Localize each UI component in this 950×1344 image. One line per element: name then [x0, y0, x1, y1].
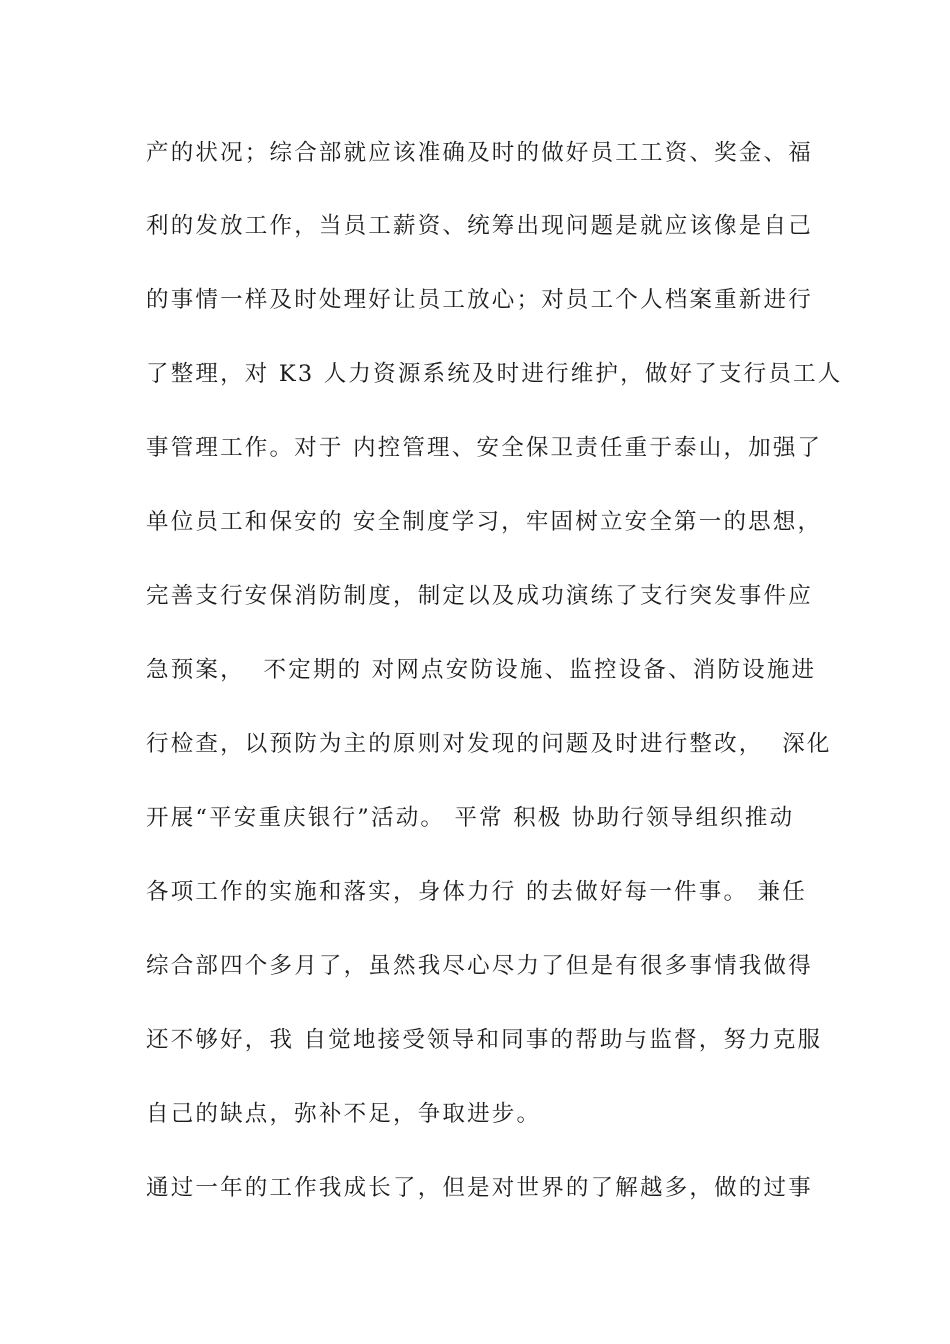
- text-line: 利的发放工作，当员工薪资、统筹出现问题是就应该像是自己: [146, 213, 813, 239]
- text-line: 完善支行安保消防制度，制定以及成功演练了支行突发事件应: [146, 583, 813, 609]
- text-line: 各项工作的实施和落实，身体力行 的去做好每一件事。 兼任: [146, 879, 807, 905]
- text-line: 事管理工作。对于 内控管理、安全保卫责任重于泰山，加强了: [146, 435, 823, 461]
- text-line: 自己的缺点，弥补不足，争取进步。: [146, 1101, 542, 1127]
- text-line: 开展“平安重庆银行”活动。 平常 积极 协助行领导组织推动: [146, 805, 795, 831]
- text-line: 的事情一样及时处理好让员工放心；对员工个人档案重新进行: [146, 287, 813, 313]
- text-line: 综合部四个多月了，虽然我尽心尽力了但是有很多事情我做得: [146, 953, 813, 979]
- text-line: 了整理，对 K3 人力资源系统及时进行维护，做好了支行员工人: [146, 361, 843, 387]
- text-line: 单位员工和保安的 安全制度学习，牢固树立安全第一的思想，: [146, 509, 823, 535]
- text-line: 产的状况；综合部就应该准确及时的做好员工工资、奖金、福: [146, 140, 813, 166]
- text-line: 还不够好，我 自觉地接受领导和同事的帮助与监督，努力克服: [146, 1027, 823, 1053]
- text-line: 通过一年的工作我成长了，但是对世界的了解越多，做的过事: [146, 1175, 813, 1201]
- text-line: 急预案， 不定期的 对网点安防设施、监控设备、消防设施进: [146, 657, 817, 683]
- text-line: 行检查，以预防为主的原则对发现的问题及时进行整改， 深化: [146, 731, 832, 757]
